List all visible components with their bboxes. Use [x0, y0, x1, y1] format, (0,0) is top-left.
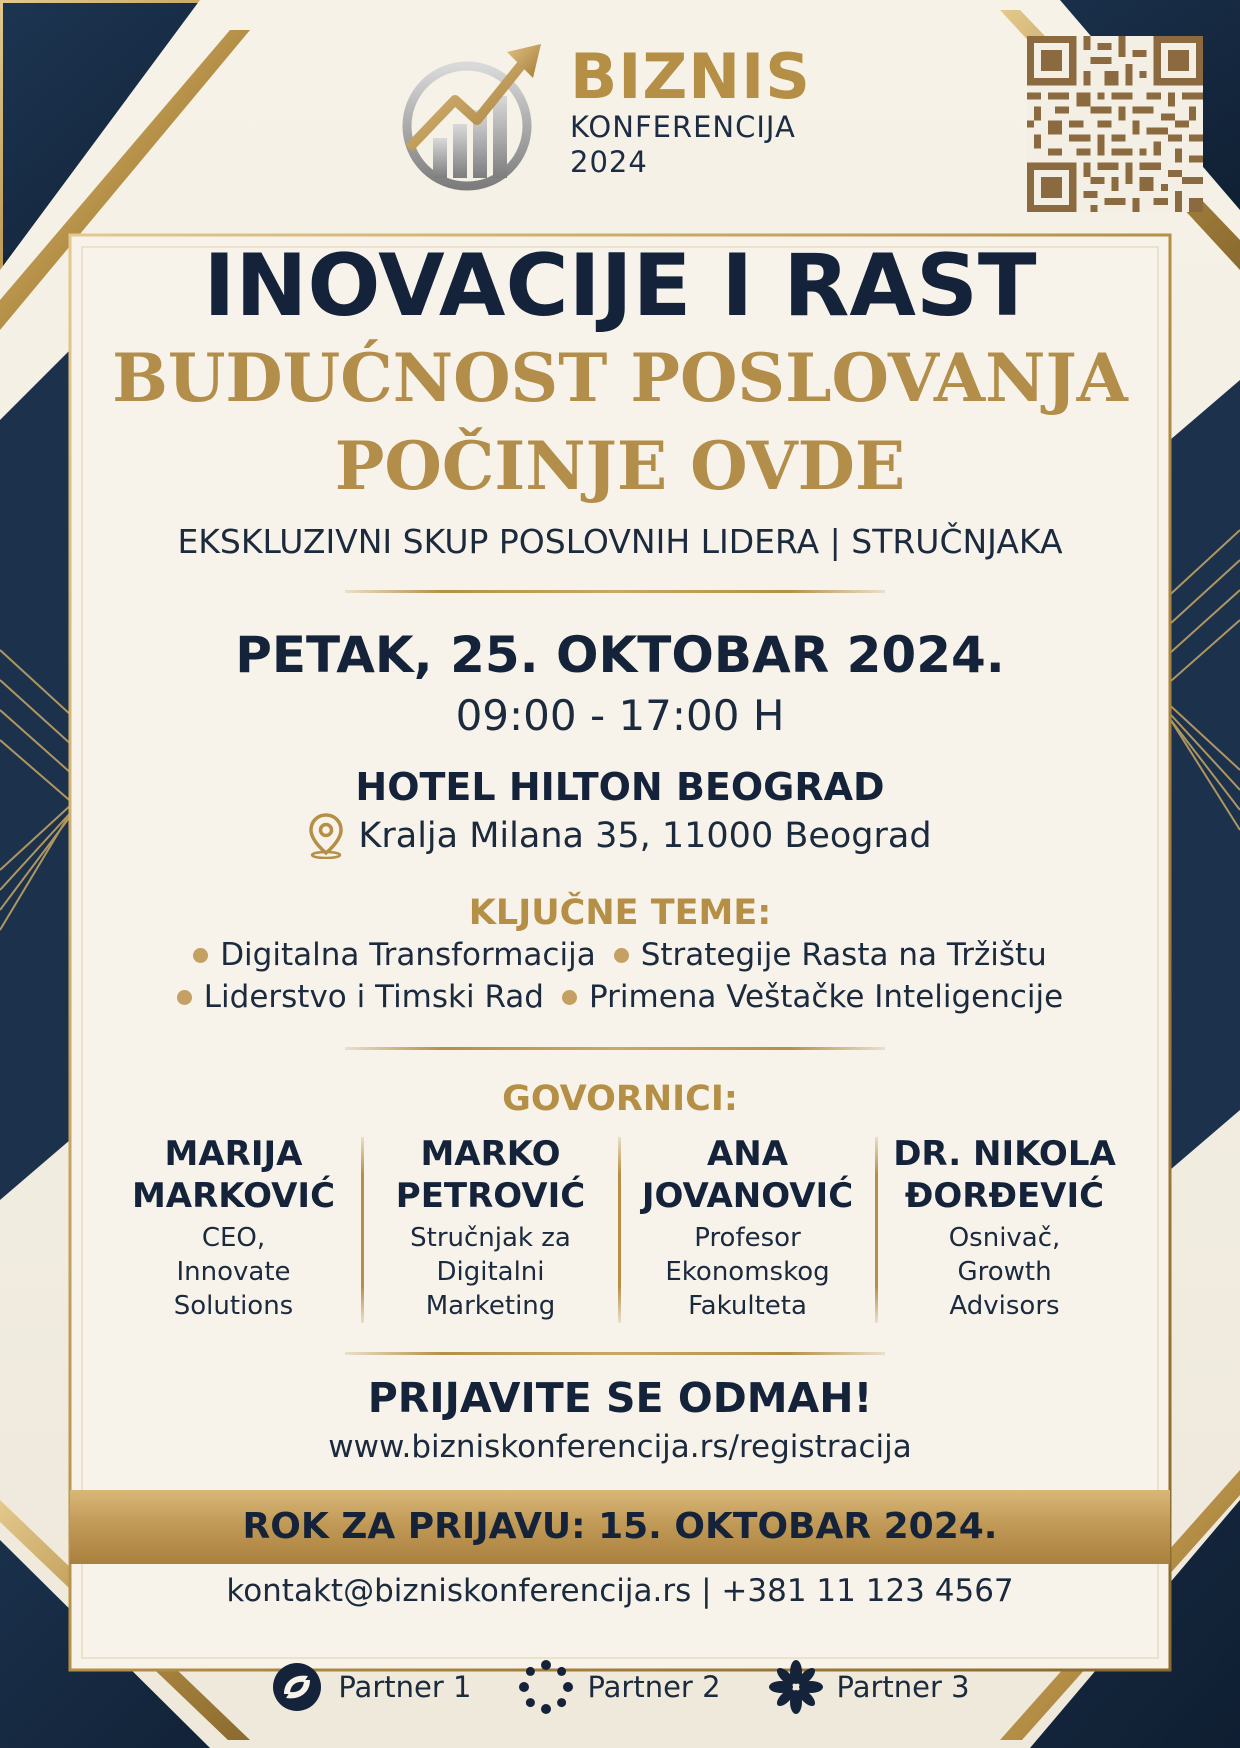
partner-2 [519, 1660, 720, 1714]
speaker-role-line: Advisors [949, 1291, 1060, 1321]
speaker-role-line: Ekonomskog [665, 1257, 830, 1287]
divider [345, 590, 885, 593]
partner-label: Partner 3 [836, 1670, 970, 1704]
qr-code-icon[interactable] [1027, 36, 1203, 212]
partner-1 [270, 1660, 471, 1714]
theme-item [614, 934, 1047, 976]
speaker-role-line: Osnivač, [948, 1223, 1061, 1253]
logo-subtitle: KONFERENCIJA [570, 110, 796, 144]
bullet-icon [193, 948, 208, 963]
logo-title: BIZNIS [570, 40, 811, 113]
event-address: Kralja Milana 35, 11000 Beograd [358, 816, 932, 856]
headline: INOVACIJE I RAST [203, 236, 1037, 336]
event-address-row [0, 810, 1240, 862]
deadline-banner [70, 1490, 1170, 1564]
speaker-role-line: Digitalni [436, 1257, 545, 1287]
partner-label: Partner 2 [587, 1670, 721, 1704]
event-time: 09:00 - 17:00 H [455, 691, 785, 740]
speaker-role-line: Profesor [694, 1223, 801, 1253]
speaker-role-line: Marketing [425, 1291, 556, 1321]
speaker-role-line: Stručnjak za [410, 1223, 571, 1253]
subheadline-line-1: BUDUĆNOST POSLOVANJA [112, 339, 1128, 417]
divider [345, 1047, 885, 1050]
bullet-icon [562, 990, 577, 1005]
theme-label: Liderstvo i Timski Rad [203, 979, 544, 1015]
contact-info[interactable]: kontakt@bizniskonferencija.rs | +381 11 123 4567 [226, 1573, 1014, 1609]
speaker-card [876, 1133, 1133, 1333]
themes-row [0, 976, 1240, 1018]
themes-row [0, 934, 1240, 976]
bullet-icon [177, 990, 192, 1005]
partner-3 [769, 1660, 970, 1714]
partners-row [0, 1657, 1240, 1717]
partner-label: Partner 1 [338, 1670, 472, 1704]
speaker-role [619, 1221, 876, 1323]
theme-item [193, 934, 596, 976]
speaker-name: PETROVIĆ [395, 1176, 586, 1216]
theme-label: Digitalna Transformacija [220, 937, 596, 973]
speaker-name: MARKO [420, 1134, 561, 1174]
speaker-name: DR. NIKOLA [893, 1134, 1116, 1174]
speaker-card [619, 1133, 876, 1333]
theme-item [562, 976, 1063, 1018]
speaker-role-line: Innovate [176, 1257, 291, 1287]
bullet-icon [614, 948, 629, 963]
speaker-role [105, 1221, 362, 1323]
speaker-role [876, 1221, 1133, 1323]
speaker-role-line: CEO, [201, 1223, 266, 1253]
speaker-card [362, 1133, 619, 1333]
speaker-card [105, 1133, 362, 1333]
partner-3-asterisk-icon [769, 1660, 823, 1714]
event-date: PETAK, 25. OKTOBAR 2024. [235, 626, 1005, 684]
divider [345, 1352, 885, 1355]
speakers-list [105, 1133, 1135, 1333]
speaker-role-line: Growth [957, 1257, 1052, 1287]
speaker-name: MARKOVIĆ [131, 1176, 336, 1216]
partner-2-dots-ring-icon [519, 1660, 573, 1714]
theme-label: Strategije Rasta na Tržištu [640, 937, 1047, 973]
conference-logo [395, 38, 835, 193]
registration-deadline: ROK ZA PRIJAVU: 15. OKTOBAR 2024. [242, 1506, 998, 1547]
speaker-name: ĐORĐEVIĆ [904, 1176, 1105, 1216]
speaker-name: ANA [706, 1134, 789, 1174]
speaker-role-line: Solutions [173, 1291, 294, 1321]
tagline: EKSKLUZIVNI SKUP POSLOVNIH LIDERA | STRUČNJAKA [177, 522, 1063, 561]
speaker-name: JOVANOVIĆ [641, 1176, 854, 1216]
themes-title: KLJUČNE TEME: [468, 893, 772, 933]
growth-chart-logo-icon [395, 38, 545, 193]
speaker-role-line: Fakulteta [688, 1291, 807, 1321]
event-venue: HOTEL HILTON BEOGRAD [355, 765, 885, 809]
speakers-title: GOVORNICI: [502, 1079, 738, 1119]
speaker-role [362, 1221, 619, 1323]
location-pin-icon [308, 813, 344, 859]
registration-cta: PRIJAVITE SE ODMAH! [367, 1374, 873, 1422]
theme-item [177, 976, 544, 1018]
speaker-name: MARIJA [164, 1134, 303, 1174]
partner-1-swirl-icon [270, 1660, 324, 1714]
registration-link[interactable]: www.bizniskonferencija.rs/registracija [328, 1429, 912, 1465]
theme-label: Primena Veštačke Inteligencije [588, 979, 1064, 1015]
logo-year: 2024 [570, 145, 648, 179]
subheadline-line-2: POČINJE OVDE [334, 427, 906, 505]
